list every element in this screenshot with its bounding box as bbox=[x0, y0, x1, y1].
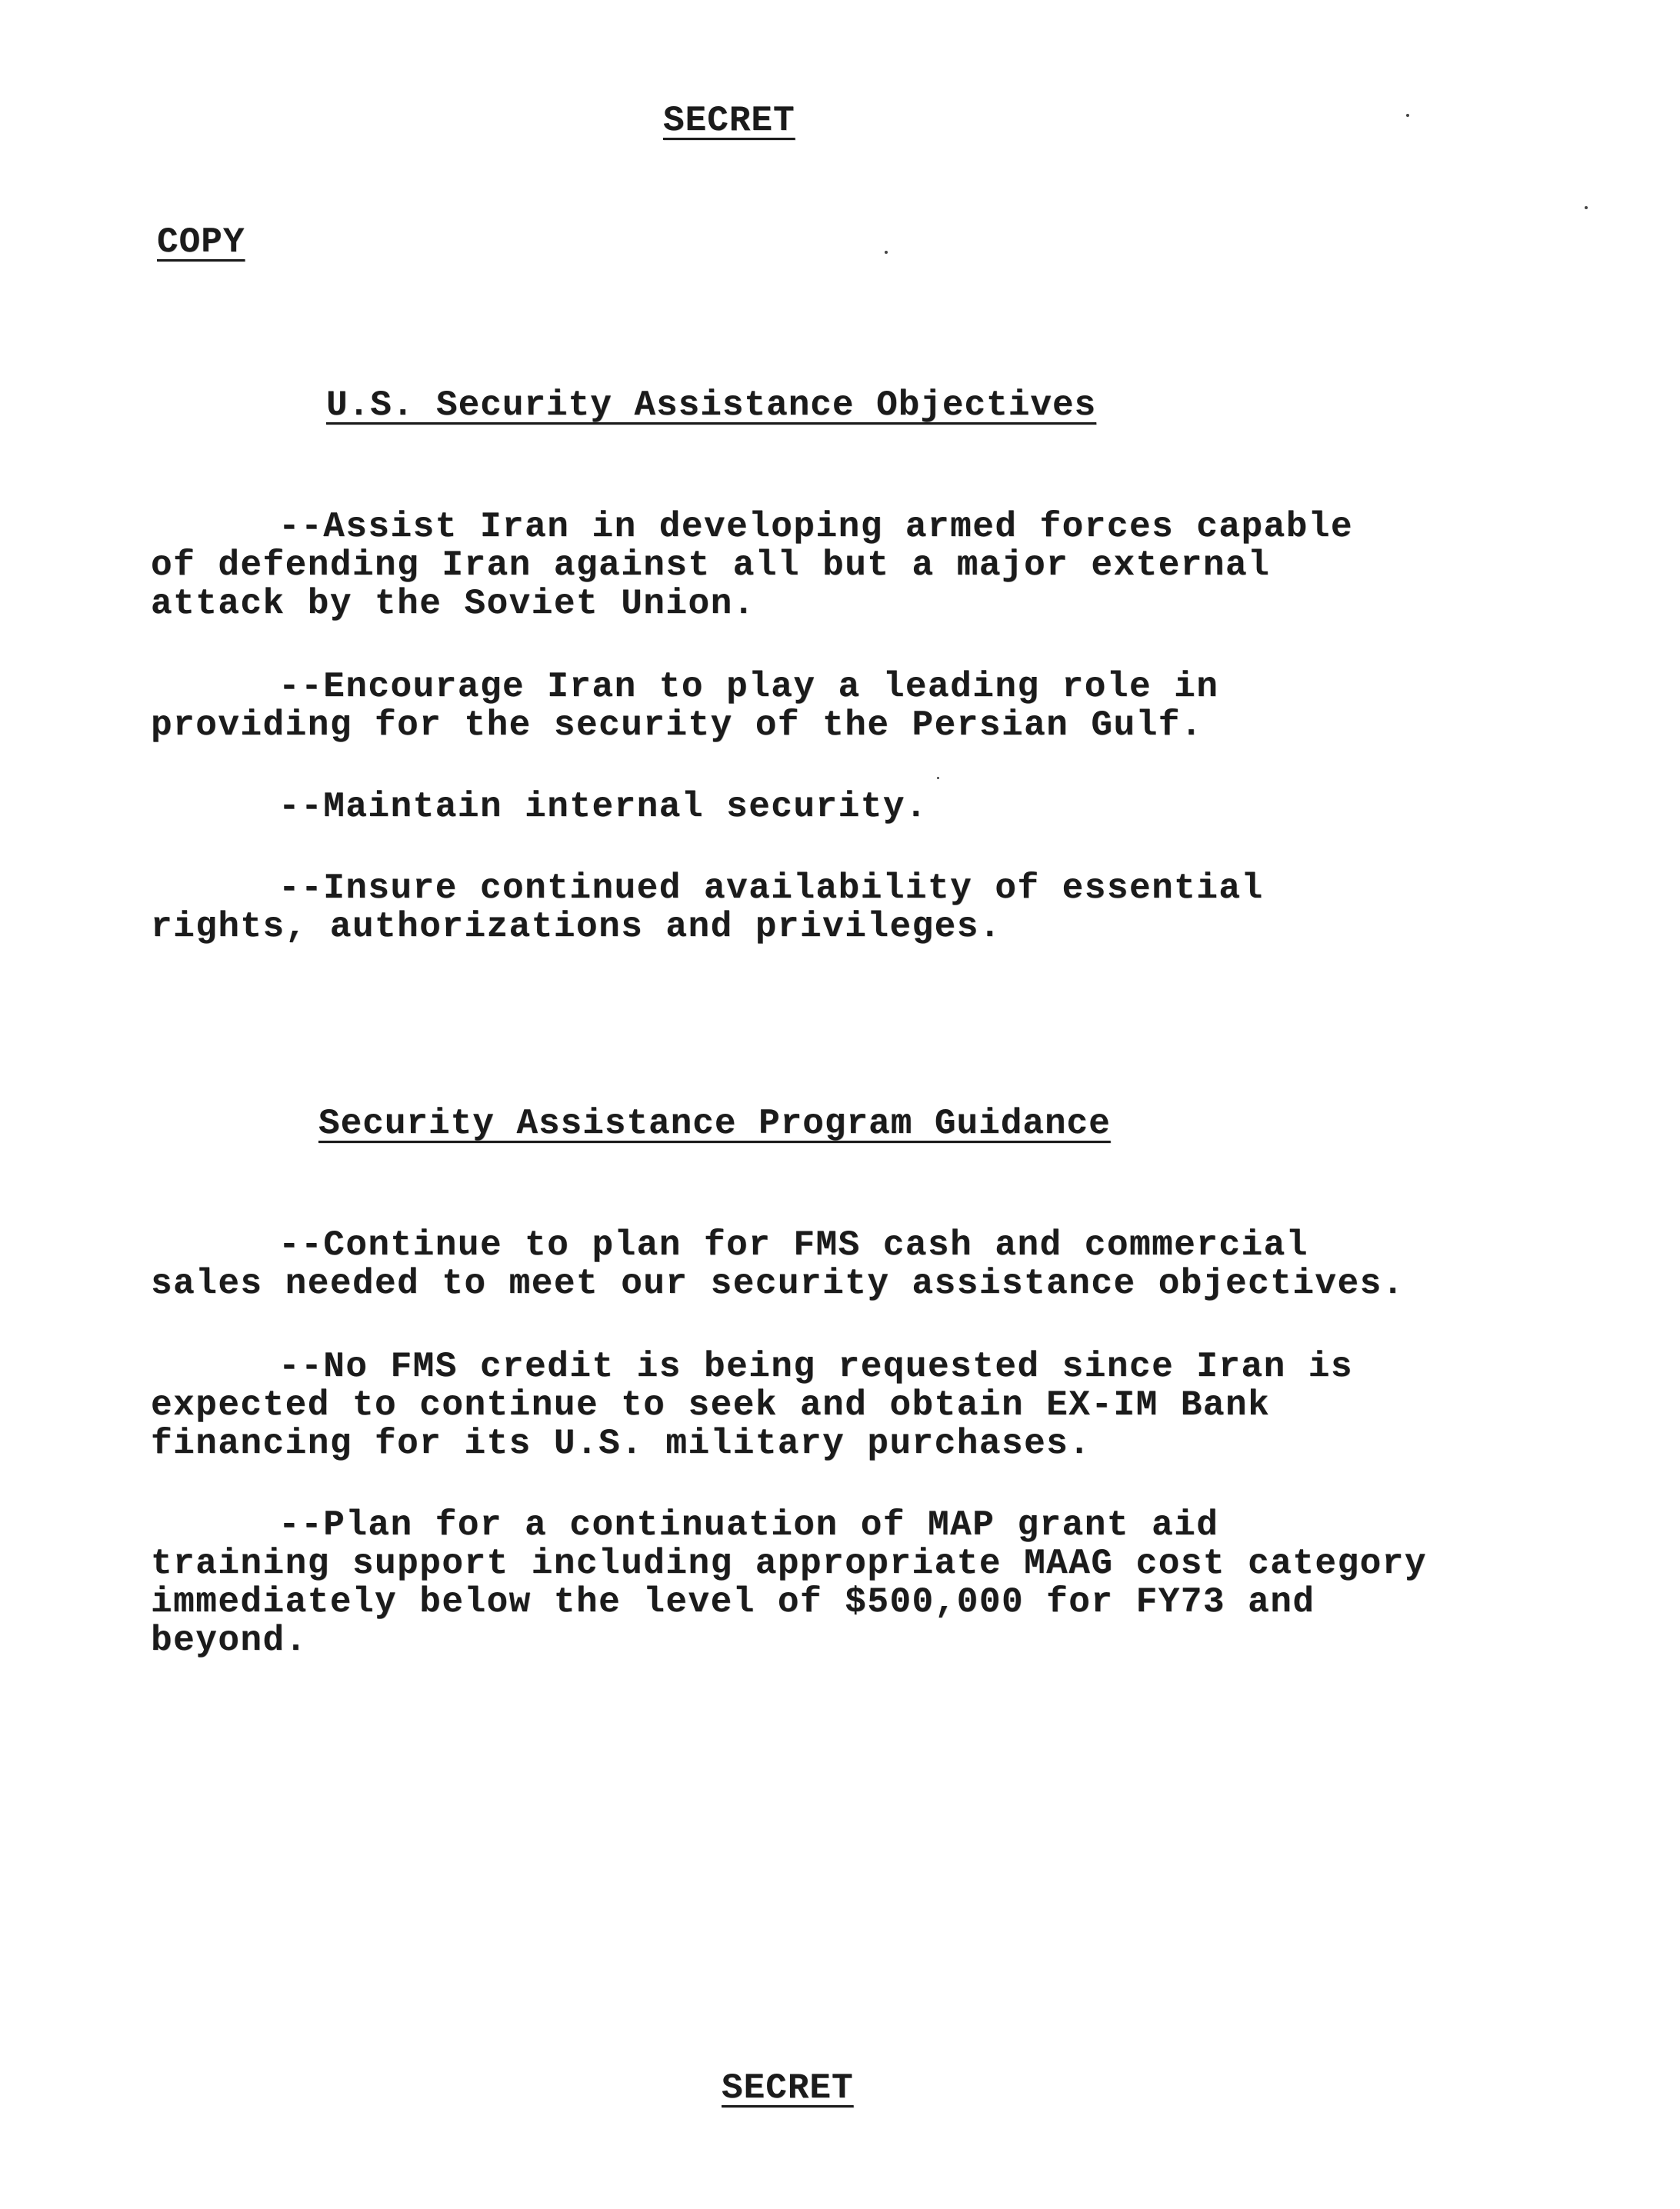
scan-speck bbox=[1585, 206, 1588, 209]
guidance-paragraph-1 bbox=[151, 1226, 1405, 1303]
paragraph-line: --No FMS credit is being requested since Iran is bbox=[278, 1347, 1354, 1387]
paragraph-line: --Plan for a continuation of MAP grant aid bbox=[278, 1505, 1219, 1545]
paragraph-line: attack by the Soviet Union. bbox=[151, 584, 755, 624]
paragraph-line: --Encourage Iran to play a leading role in bbox=[278, 667, 1219, 707]
paragraph-line: rights, authorizations and privileges. bbox=[151, 907, 1002, 947]
scan-speck bbox=[885, 251, 888, 254]
paragraph-line: --Continue to plan for FMS cash and commercial bbox=[278, 1225, 1308, 1265]
paragraph-line: training support including appropriate MAAG cost category bbox=[151, 1544, 1427, 1584]
paragraph-line: beyond. bbox=[151, 1621, 308, 1661]
classification-header: SECRET bbox=[663, 101, 795, 141]
objective-paragraph-2 bbox=[151, 668, 1218, 745]
guidance-paragraph-2 bbox=[151, 1348, 1353, 1463]
objective-paragraph-1 bbox=[151, 508, 1353, 623]
paragraph-line: --Assist Iran in developing armed forces capable bbox=[278, 507, 1354, 547]
scan-speck bbox=[937, 777, 939, 779]
scan-speck bbox=[1406, 114, 1409, 117]
section-heading-guidance: Security Assistance Program Guidance bbox=[318, 1104, 1111, 1144]
paragraph-line: of defending Iran against all but a major external bbox=[151, 545, 1271, 585]
paragraph-line: --Insure continued availability of essential bbox=[278, 868, 1264, 908]
objective-paragraph-4 bbox=[151, 869, 1264, 946]
paragraph-line: --Maintain internal security. bbox=[278, 787, 928, 827]
paragraph-line: expected to continue to seek and obtain EX-IM Bank bbox=[151, 1385, 1271, 1425]
paragraph-line: sales needed to meet our security assistance objectives. bbox=[151, 1264, 1405, 1304]
section-heading-objectives: U.S. Security Assistance Objectives bbox=[326, 385, 1097, 425]
classification-footer: SECRET bbox=[722, 2068, 854, 2108]
paragraph-line: financing for its U.S. military purchases. bbox=[151, 1424, 1092, 1464]
guidance-paragraph-3 bbox=[151, 1506, 1427, 1660]
objective-paragraph-3 bbox=[151, 788, 928, 826]
copy-mark: COPY bbox=[157, 222, 245, 262]
paragraph-line: providing for the security of the Persian Gulf. bbox=[151, 705, 1203, 745]
paragraph-line: immediately below the level of $500,000 for FY73 and bbox=[151, 1582, 1315, 1622]
